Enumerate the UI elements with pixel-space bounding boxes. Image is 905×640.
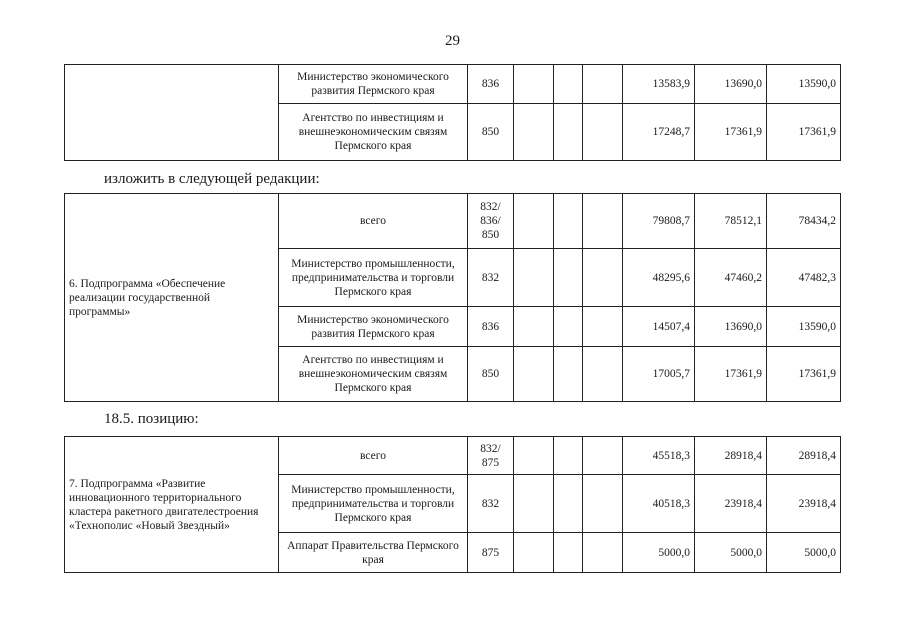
org-cell: Аппарат Правительства Пермского края: [279, 533, 468, 573]
value-cell: 28918,4: [767, 437, 841, 475]
empty-cell: [514, 437, 554, 475]
empty-cell: [514, 194, 554, 249]
budget-table-subprogram-6: [64, 193, 841, 402]
code-cell: 850: [468, 104, 514, 161]
org-cell: Министерство экономического развития Пермского края: [279, 307, 468, 347]
empty-cell: [583, 475, 623, 533]
value-cell: 78434,2: [767, 194, 841, 249]
empty-cell: [514, 347, 554, 402]
empty-cell: [583, 249, 623, 307]
value-cell: 13590,0: [767, 307, 841, 347]
value-cell: 47482,3: [767, 249, 841, 307]
value-cell: 5000,0: [767, 533, 841, 573]
empty-cell: [554, 533, 583, 573]
org-cell: Агентство по инвестициям и внешнеэкономическим связям Пермского края: [279, 104, 468, 161]
org-cell: всего: [279, 437, 468, 475]
budget-table-subprogram-7: [64, 436, 841, 573]
empty-cell: [583, 437, 623, 475]
value-cell: 78512,1: [695, 194, 767, 249]
empty-cell: [583, 533, 623, 573]
table-row: [65, 65, 841, 104]
page-number: 29: [445, 33, 460, 49]
value-cell: 47460,2: [695, 249, 767, 307]
code-cell: 832: [468, 475, 514, 533]
value-cell: 17361,9: [767, 347, 841, 402]
empty-cell: [583, 347, 623, 402]
empty-cell: [554, 65, 583, 104]
empty-cell: [554, 307, 583, 347]
value-cell: 45518,3: [623, 437, 695, 475]
empty-cell: [554, 249, 583, 307]
table-row: [65, 194, 841, 249]
value-cell: 5000,0: [623, 533, 695, 573]
code-cell: 875: [468, 533, 514, 573]
value-cell: 79808,7: [623, 194, 695, 249]
section-label-edit: изложить в следующей редакции:: [104, 171, 320, 187]
code-cell: 836: [468, 65, 514, 104]
program-name-cell: 7. Подпрограмма «Развитие инновационного территориального кластера ракетного двигателестроения «Технополис «Новый Звездный»: [65, 437, 279, 573]
value-cell: 40518,3: [623, 475, 695, 533]
value-cell: 14507,4: [623, 307, 695, 347]
empty-cell: [583, 65, 623, 104]
code-cell: 850: [468, 347, 514, 402]
empty-cell: [554, 347, 583, 402]
code-cell: 832: [468, 249, 514, 307]
value-cell: 17361,9: [695, 104, 767, 161]
code-cell: 832/ 875: [468, 437, 514, 475]
org-cell: Министерство экономического развития Пермского края: [279, 65, 468, 104]
budget-table-continuation: [64, 64, 841, 161]
empty-cell: [514, 475, 554, 533]
empty-cell: [514, 533, 554, 573]
empty-cell: [554, 194, 583, 249]
empty-cell: [554, 104, 583, 161]
empty-cell: [554, 437, 583, 475]
empty-cell: [583, 104, 623, 161]
value-cell: 13583,9: [623, 65, 695, 104]
program-cell-empty: [65, 65, 279, 161]
table-row: [65, 437, 841, 475]
org-cell: всего: [279, 194, 468, 249]
code-cell: 832/ 836/ 850: [468, 194, 514, 249]
empty-cell: [583, 194, 623, 249]
empty-cell: [583, 307, 623, 347]
value-cell: 17361,9: [767, 104, 841, 161]
value-cell: 13590,0: [767, 65, 841, 104]
value-cell: 48295,6: [623, 249, 695, 307]
program-name-cell: 6. Подпрограмма «Обеспечение реализации государственной программы»: [65, 194, 279, 402]
value-cell: 5000,0: [695, 533, 767, 573]
empty-cell: [514, 249, 554, 307]
value-cell: 23918,4: [767, 475, 841, 533]
org-cell: Агентство по инвестициям и внешнеэкономическим связям Пермского края: [279, 347, 468, 402]
section-label-position: 18.5. позицию:: [104, 411, 199, 427]
value-cell: 13690,0: [695, 65, 767, 104]
code-cell: 836: [468, 307, 514, 347]
value-cell: 13690,0: [695, 307, 767, 347]
value-cell: 23918,4: [695, 475, 767, 533]
value-cell: 17248,7: [623, 104, 695, 161]
empty-cell: [514, 104, 554, 161]
empty-cell: [554, 475, 583, 533]
value-cell: 17361,9: [695, 347, 767, 402]
empty-cell: [514, 65, 554, 104]
value-cell: 28918,4: [695, 437, 767, 475]
value-cell: 17005,7: [623, 347, 695, 402]
empty-cell: [514, 307, 554, 347]
org-cell: Министерство промышленности, предпринимательства и торговли Пермского края: [279, 475, 468, 533]
org-cell: Министерство промышленности, предпринимательства и торговли Пермского края: [279, 249, 468, 307]
